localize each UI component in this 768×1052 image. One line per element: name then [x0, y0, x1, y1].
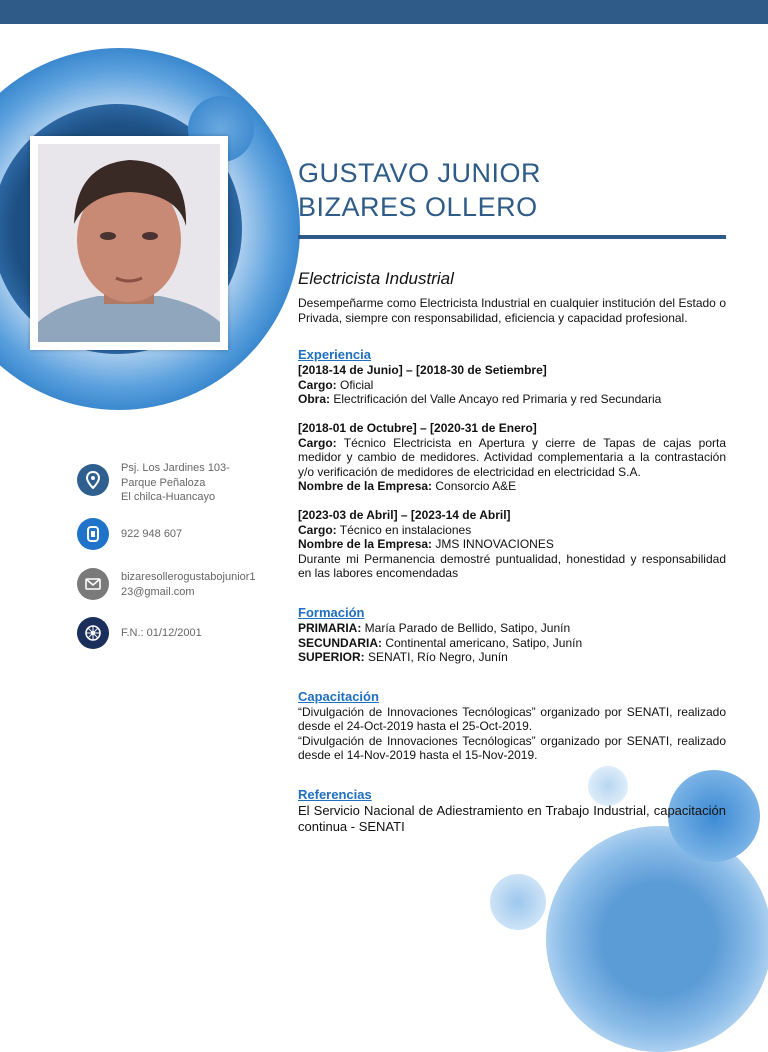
- job-obra: Electrificación del Valle Ancayo red Primaria y red Secundaria: [330, 392, 662, 407]
- job-company-label: Nombre de la Empresa:: [298, 479, 433, 494]
- experience-summary: Durante mi Permanencia demostré puntualidad, honestidad y responsabilidad en las labores encomendadas: [298, 551, 726, 581]
- references-text: El Servicio Nacional de Adiestramiento en Trabajo Industrial, capacitación continua - SENATI: [298, 803, 726, 835]
- job-cargo-label: Cargo:: [298, 377, 337, 392]
- job-company: JMS INNOVACIONES: [432, 537, 554, 552]
- location-pin-icon: [77, 464, 109, 496]
- edu-superior: SENATI, Río Negro, Junín: [364, 650, 508, 665]
- name-line-2: BIZARES OLLERO: [298, 192, 538, 222]
- experience-item-1: [298, 363, 726, 407]
- edu-secundaria: Continental americano, Satipo, Junín: [382, 635, 583, 650]
- name-divider: [298, 235, 726, 239]
- address-text: [121, 461, 261, 505]
- job-cargo: Técnico Electricista en Apertura y cierre de Tapas de cajas porta medidor y cambio de medidores. Actividad complementaria a la contrastación y/o verificación de medidores de electricidad en electricidad S.A.: [298, 435, 726, 479]
- profile-summary: Desempeñarme como Electricista Industrial en cualquier institución del Estado o Privada, siempre con responsabilidad, eficiencia y capacidad profesional.: [298, 296, 726, 325]
- profile-photo-frame: [30, 136, 228, 350]
- person-silhouette-icon: [38, 144, 220, 342]
- edu-primaria: María Parado de Bellido, Satipo, Junín: [361, 620, 571, 635]
- job-title: Electricista Industrial: [298, 269, 454, 288]
- job-cargo: Oficial: [336, 377, 374, 392]
- address-line-1: Psj. Los Jardines 103-: [121, 462, 230, 474]
- job-cargo-label: Cargo:: [298, 435, 337, 450]
- section-title-education: Formación: [298, 604, 365, 620]
- address-line-2: Parque Peñaloza: [121, 476, 206, 489]
- edu-primaria-label: PRIMARIA:: [298, 620, 362, 635]
- training-item-1: “Divulgación de Innovaciones Tecnólogicas” organizado por SENATI, realizado desde el 24-Oct-2019 hasta el 25-Oct-2019.: [298, 704, 726, 734]
- profile-photo: [38, 144, 220, 342]
- phone-number: 922 948 607: [121, 528, 183, 540]
- candidate-name: [298, 156, 728, 224]
- section-title-experience: Experiencia: [298, 347, 371, 363]
- phone-icon: [77, 518, 109, 550]
- deco-circle-bottom-small: [490, 874, 546, 930]
- edu-secundaria-label: SECUNDARIA:: [298, 635, 382, 650]
- address-line-3: El chilca-Huancayo: [121, 491, 216, 503]
- job-cargo: Técnico en instalaciones: [336, 522, 472, 537]
- job-period: [2018-14 de Junio] – [2018-30 de Setiembre]: [298, 363, 547, 378]
- job-period: [2023-03 de Abril] – [2023-14 de Abril]: [298, 507, 511, 522]
- job-company-label: Nombre de la Empresa:: [298, 537, 433, 552]
- experience-item-2: [298, 421, 726, 494]
- email-icon: [77, 568, 109, 600]
- email-address: bizaresollerogustabojunior123@gmail.com: [121, 571, 256, 598]
- birth-date: F.N.: 01/12/2001: [121, 627, 202, 639]
- top-bar: [0, 0, 768, 24]
- deco-circle-bottom-large: [546, 826, 768, 1052]
- name-line-1: GUSTAVO JUNIOR: [298, 158, 542, 188]
- job-obra-label: Obra:: [298, 392, 331, 407]
- main-content: [298, 296, 726, 835]
- training-item-2: “Divulgación de Innovaciones Tecnólogicas” organizado por SENATI, realizado desde el 14-Nov-2019 hasta el 15-Nov-2019.: [298, 733, 726, 763]
- birth-date-icon: [77, 617, 109, 649]
- job-cargo-label: Cargo:: [298, 522, 337, 537]
- job-period: [2018-01 de Octubre] – [2020-31 de Enero]: [298, 420, 537, 435]
- section-title-training: Capacitación: [298, 688, 379, 704]
- experience-item-3: [298, 508, 726, 552]
- job-company: Consorcio A&E: [432, 479, 517, 494]
- section-title-references: Referencias: [298, 787, 372, 803]
- edu-superior-label: SUPERIOR:: [298, 650, 365, 665]
